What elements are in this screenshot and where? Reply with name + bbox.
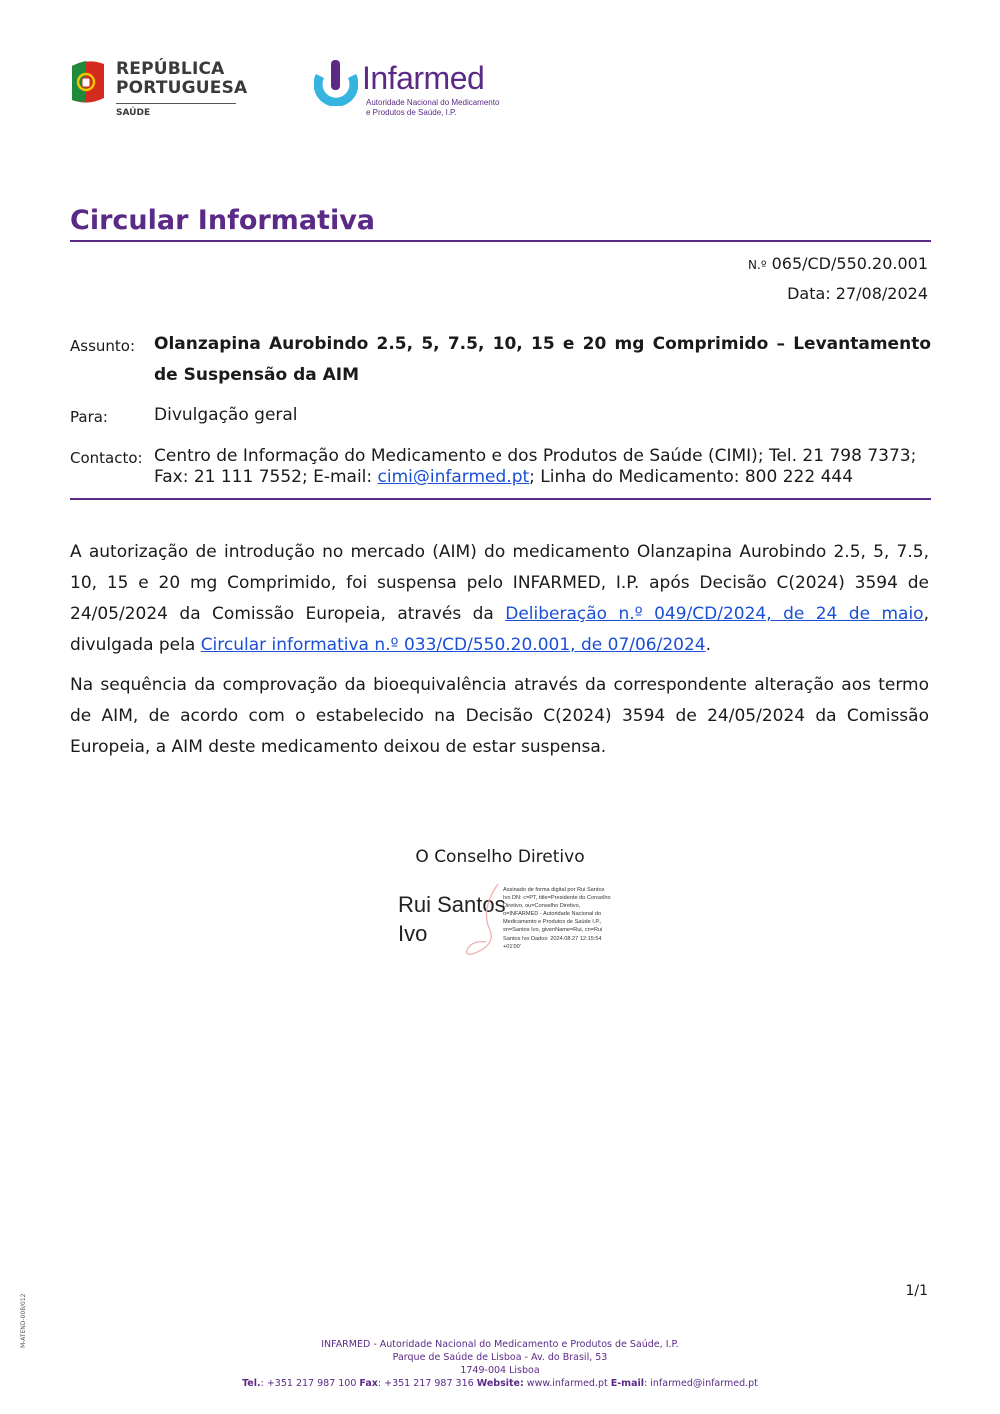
footer-tel-label: Tel. [242, 1378, 261, 1389]
to-value: Divulgação geral [154, 405, 298, 425]
infarmed-mark-icon [314, 58, 358, 106]
form-code: M-ATEND-008/012 [20, 1293, 27, 1348]
council-name: O Conselho Diretivo [415, 847, 585, 867]
footer-line3: 1749-004 Lisboa [460, 1365, 540, 1376]
digital-signature-details: Assinado de forma digital por Rui Santos Ivo DN: c=PT, title=Presidente do Conselho Diretivo, ou=Conselho Diretivo, o=INFARMED - Autoridade Nacional do Medicamento e Produtos de Saúde I.P., sn=Santos Ivo, givenName=Rui, cn=Rui Santos Ivo Dados: 2024.08.27 12:15:54 +01'00' [503, 887, 611, 950]
p1-text: A autorização de introdução no mercado (AIM) do medicamento Olanzapina Aurobindo 2.5, 5, 7.5, 10, 15 e 20 mg Comprimido, foi suspensa pelo INFARMED, I.P. após Decisão C(2024) 3594 de 24/05/2024 da Comissão Europeia, através da [70, 542, 929, 624]
signature-stroke-icon [460, 880, 505, 958]
republica-sub: SAÚDE [116, 108, 151, 118]
footer-line2: Parque de Saúde de Lisboa - Av. do Brasil, 53 [392, 1352, 608, 1363]
infarmed-subtitle: Autoridade Nacional do Medicamento e Produtos de Saúde, I.P. [366, 98, 500, 117]
footer-line1: INFARMED - Autoridade Nacional do Medicamento e Produtos de Saúde, I.P. [321, 1339, 679, 1350]
reference-prefix: N.º [748, 258, 767, 272]
section-divider [70, 498, 931, 500]
contact-value [154, 446, 931, 488]
footer-contacts [0, 1378, 1000, 1391]
footer-email-label: E-mail [610, 1378, 645, 1389]
footer-fax-label: Fax [359, 1378, 378, 1389]
deliberacao-link[interactable]: Deliberação n.º 049/CD/2024, de 24 de maio [505, 604, 924, 624]
signature-name-line1: Rui Santos [398, 892, 506, 917]
subject-label: Assunto: [70, 337, 136, 355]
republica-line1: REPÚBLICA [116, 59, 225, 79]
title-divider [70, 240, 931, 242]
contact-text: Centro de Informação do Medicamento e dos Produtos de Saúde (CIMI); Tel. 21 798 7373; Fax: 21 111 7552; E-mail: [154, 446, 917, 487]
p1-text-end: . [705, 635, 712, 655]
p1-text-mid: , divulgada pela [70, 604, 929, 655]
contact-text-end: ; Linha do Medicamento: 800 222 444 [529, 467, 854, 487]
republica-divider [116, 103, 236, 104]
signature-name-line2: Ivo [398, 921, 428, 946]
document-date [787, 284, 928, 303]
page-number: 1/1 [905, 1283, 928, 1299]
body-paragraph-1 [70, 537, 929, 661]
reference-value: 065/CD/550.20.001 [771, 254, 928, 273]
contact-email-link[interactable]: cimi@infarmed.pt [377, 467, 530, 487]
date-value: 27/08/2024 [835, 284, 928, 303]
footer-web-label: Website: [476, 1378, 524, 1389]
date-label: Data: [787, 284, 831, 303]
republica-line2: PORTUGUESA [116, 78, 248, 98]
infarmed-logo [314, 58, 500, 122]
body-paragraph-2: Na sequência da comprovação da bioequivalência através da correspondente alteração aos termo de AIM, de acordo com o estabelecido na Decisão C(2024) 3594 de 24/05/2024 da Comissão Europeia, a AIM deste medicamento deixou de estar suspensa. [70, 675, 929, 757]
page-title: Circular Informativa [70, 205, 376, 236]
footer-tel: : +351 217 987 100 [260, 1378, 360, 1389]
subject-value: Olanzapina Aurobindo 2.5, 5, 7.5, 10, 15 e 20 mg Comprimido – Levantamento de Suspensão da AIM [154, 334, 931, 385]
republica-portuguesa-logo [70, 58, 248, 122]
contact-label: Contacto: [70, 449, 143, 467]
footer-email[interactable]: : infarmed@infarmed.pt [644, 1378, 758, 1389]
footer-fax: : +351 217 987 316 [377, 1378, 477, 1389]
infarmed-name: Infarmed [362, 60, 485, 96]
footer-website[interactable]: www.infarmed.pt [523, 1378, 611, 1389]
to-label: Para: [70, 408, 108, 426]
portuguese-flag-icon [70, 58, 106, 106]
reference-number [748, 254, 928, 273]
circular-link[interactable]: Circular informativa n.º 033/CD/550.20.001, de 07/06/2024 [200, 635, 706, 655]
